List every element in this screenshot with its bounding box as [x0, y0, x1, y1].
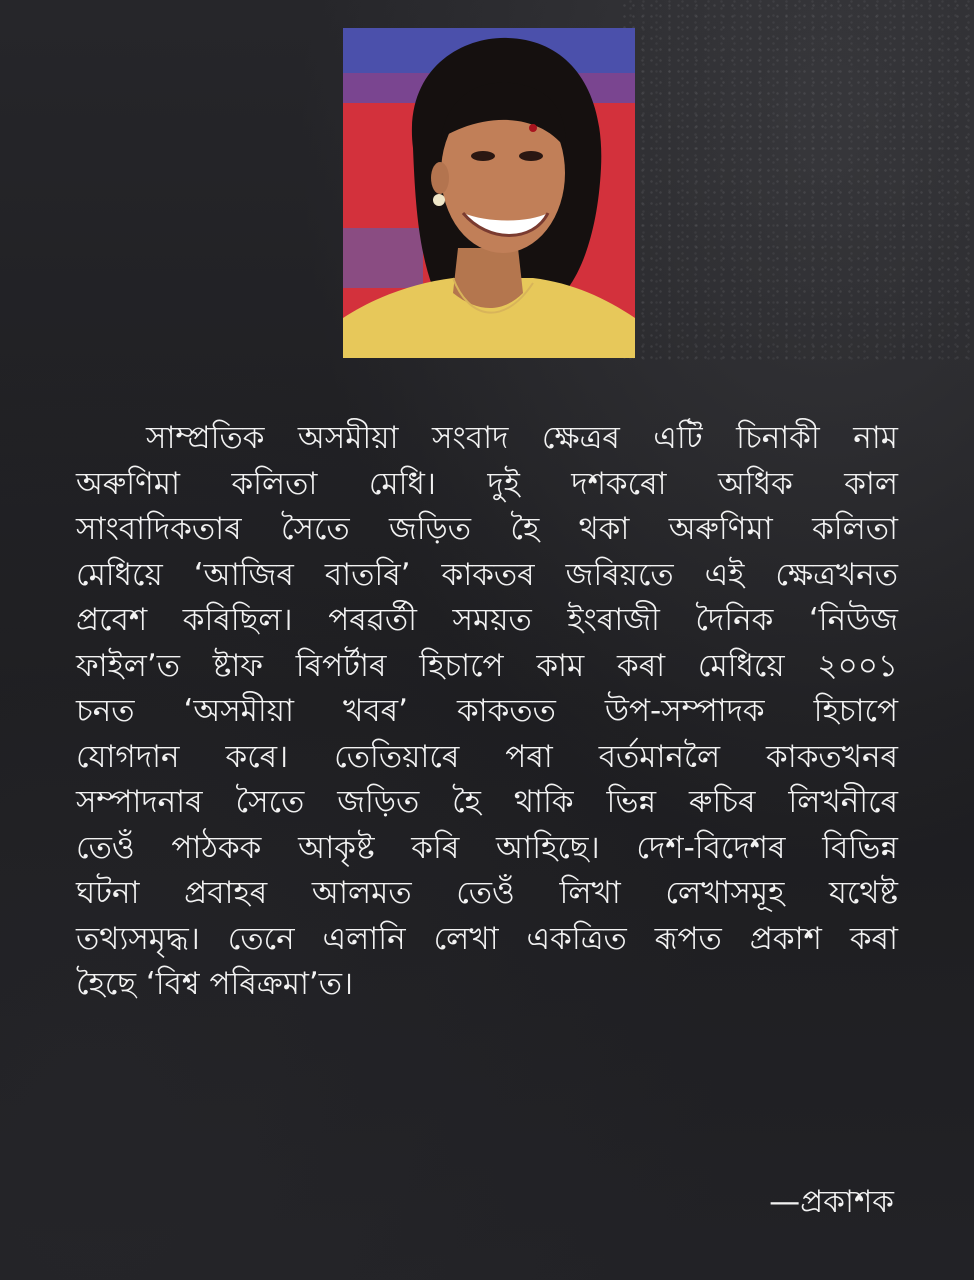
publisher-signature: —প্ৰকাশক: [769, 1184, 894, 1220]
blurb-line: প্ৰবেশ কৰিছিল। পৰৱৰ্তী সময়ত ইংৰাজী দৈনিক ‘নিউজ: [76, 602, 898, 638]
author-photo: [343, 28, 635, 358]
blurb-line: সাম্প্ৰতিক অসমীয়া সংবাদ ক্ষেত্ৰৰ এটি চিনাকী নাম: [146, 420, 898, 456]
blurb-line: ফাইল’ত ষ্টাফ ৰিপৰ্টাৰ হিচাপে কাম কৰা মেধিয়ে ২০০১: [76, 647, 898, 684]
blurb-line: হৈছে ‘বিশ্ব পৰিক্ৰমা’ত।: [76, 966, 354, 1002]
blurb-line: তেওঁ পাঠকক আকৃষ্ট কৰি আহিছে। দেশ-বিদেশৰ বিভিন্ন: [76, 829, 898, 866]
author-description: [76, 416, 898, 1008]
blurb-line: চনত ‘অসমীয়া খবৰ’ কাকতত উপ-সম্পাদক হিচাপে: [76, 693, 898, 729]
cover-texture: [620, 0, 974, 360]
blurb-line: ঘটনা প্ৰবাহৰ আলমত তেওঁ লিখা লেখাসমূহ যথেষ্ট: [76, 875, 898, 911]
blurb-line: সম্পাদনাৰ সৈতে জড়িত হৈ থাকি ভিন্ন ৰুচিৰ লিখনীৰে: [76, 784, 898, 820]
blurb-line: অৰুণিমা কলিতা মেধি। দুই দশকৰো অধিক কাল: [76, 465, 898, 502]
blurb-line: সাংবাদিকতাৰ সৈতে জড়িত হৈ থকা অৰুণিমা কলিতা: [76, 511, 898, 547]
blurb-line: তথ্যসমৃদ্ধ। তেনে এলানি লেখা একত্ৰিত ৰূপত প্ৰকাশ কৰা: [76, 920, 898, 957]
blurb-line: যোগদান কৰে। তেতিয়াৰে পৰা বৰ্তমানলৈ কাকতখনৰ: [76, 738, 898, 775]
blurb-line: মেধিয়ে ‘আজিৰ বাতৰি’ কাকতৰ জৰিয়তে এই ক্ষেত্ৰখনত: [76, 556, 898, 593]
